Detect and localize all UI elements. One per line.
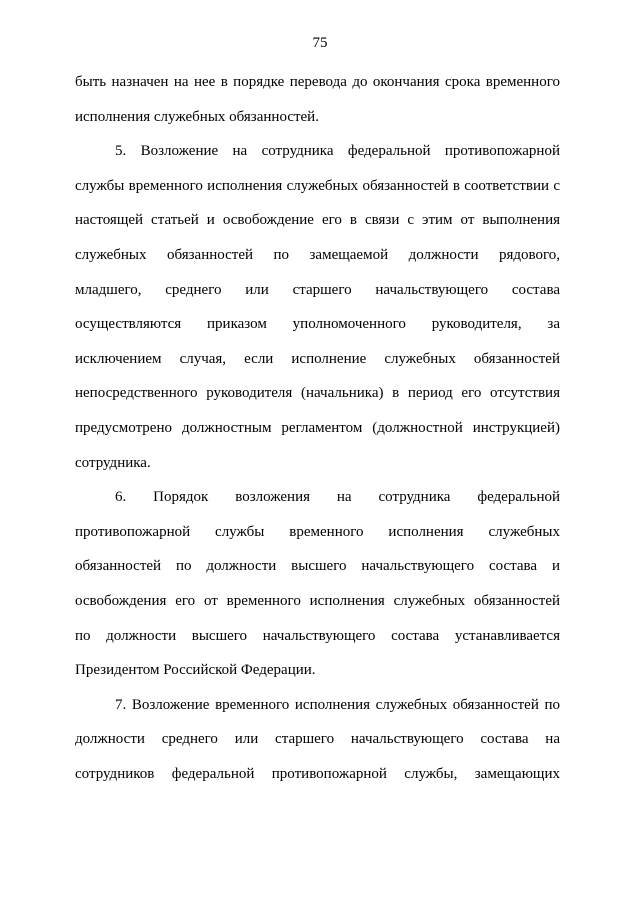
text-line: противопожарной службы временного исполнения служебных: [75, 523, 560, 540]
text-line: обязанностей по должности высшего начальствующего состава и: [75, 558, 560, 575]
text-line: осуществляются приказом уполномоченного руководителя, за: [75, 316, 560, 333]
text-line: Президентом Российской Федерации.: [75, 662, 316, 679]
text-line: 6. Порядок возложения на сотрудника федеральной: [115, 489, 560, 506]
text-line: младшего, среднего или старшего начальствующего состава: [75, 281, 560, 298]
text-line: 5. Возложение на сотрудника федеральной противопожарной: [115, 143, 560, 160]
text-line: 7. Возложение временного исполнения служебных обязанностей по: [115, 696, 560, 713]
text-line: исполнения служебных обязанностей.: [75, 108, 319, 125]
text-line: службы временного исполнения служебных обязанностей в соответствии с: [75, 177, 560, 194]
text-line: сотрудников федеральной противопожарной службы, замещающих: [75, 765, 560, 782]
document-body: [75, 65, 560, 791]
paragraph-item-7: [75, 688, 560, 792]
text-line: служебных обязанностей по замещаемой должности рядового,: [75, 246, 560, 263]
text-line: должности среднего или старшего начальствующего состава на: [75, 731, 560, 748]
text-line: непосредственного руководителя (начальника) в период его отсутствия: [75, 385, 560, 402]
page-number: 75: [312, 35, 328, 51]
text-line: предусмотрено должностным регламентом (должностной инструкцией): [75, 419, 560, 436]
text-line: по должности высшего начальствующего состава устанавливается: [75, 627, 560, 644]
paragraph-continuation: [75, 65, 560, 134]
paragraph-item-5: [75, 134, 560, 480]
text-line: исключением случая, если исполнение служебных обязанностей: [75, 350, 560, 367]
text-line: сотрудника.: [75, 454, 151, 471]
text-line: быть назначен на нее в порядке перевода до окончания срока временного: [75, 74, 560, 90]
text-line: освобождения его от временного исполнения служебных обязанностей: [75, 592, 560, 609]
text-line: настоящей статьей и освобождение его в связи с этим от выполнения: [75, 212, 560, 229]
paragraph-item-6: [75, 480, 560, 688]
